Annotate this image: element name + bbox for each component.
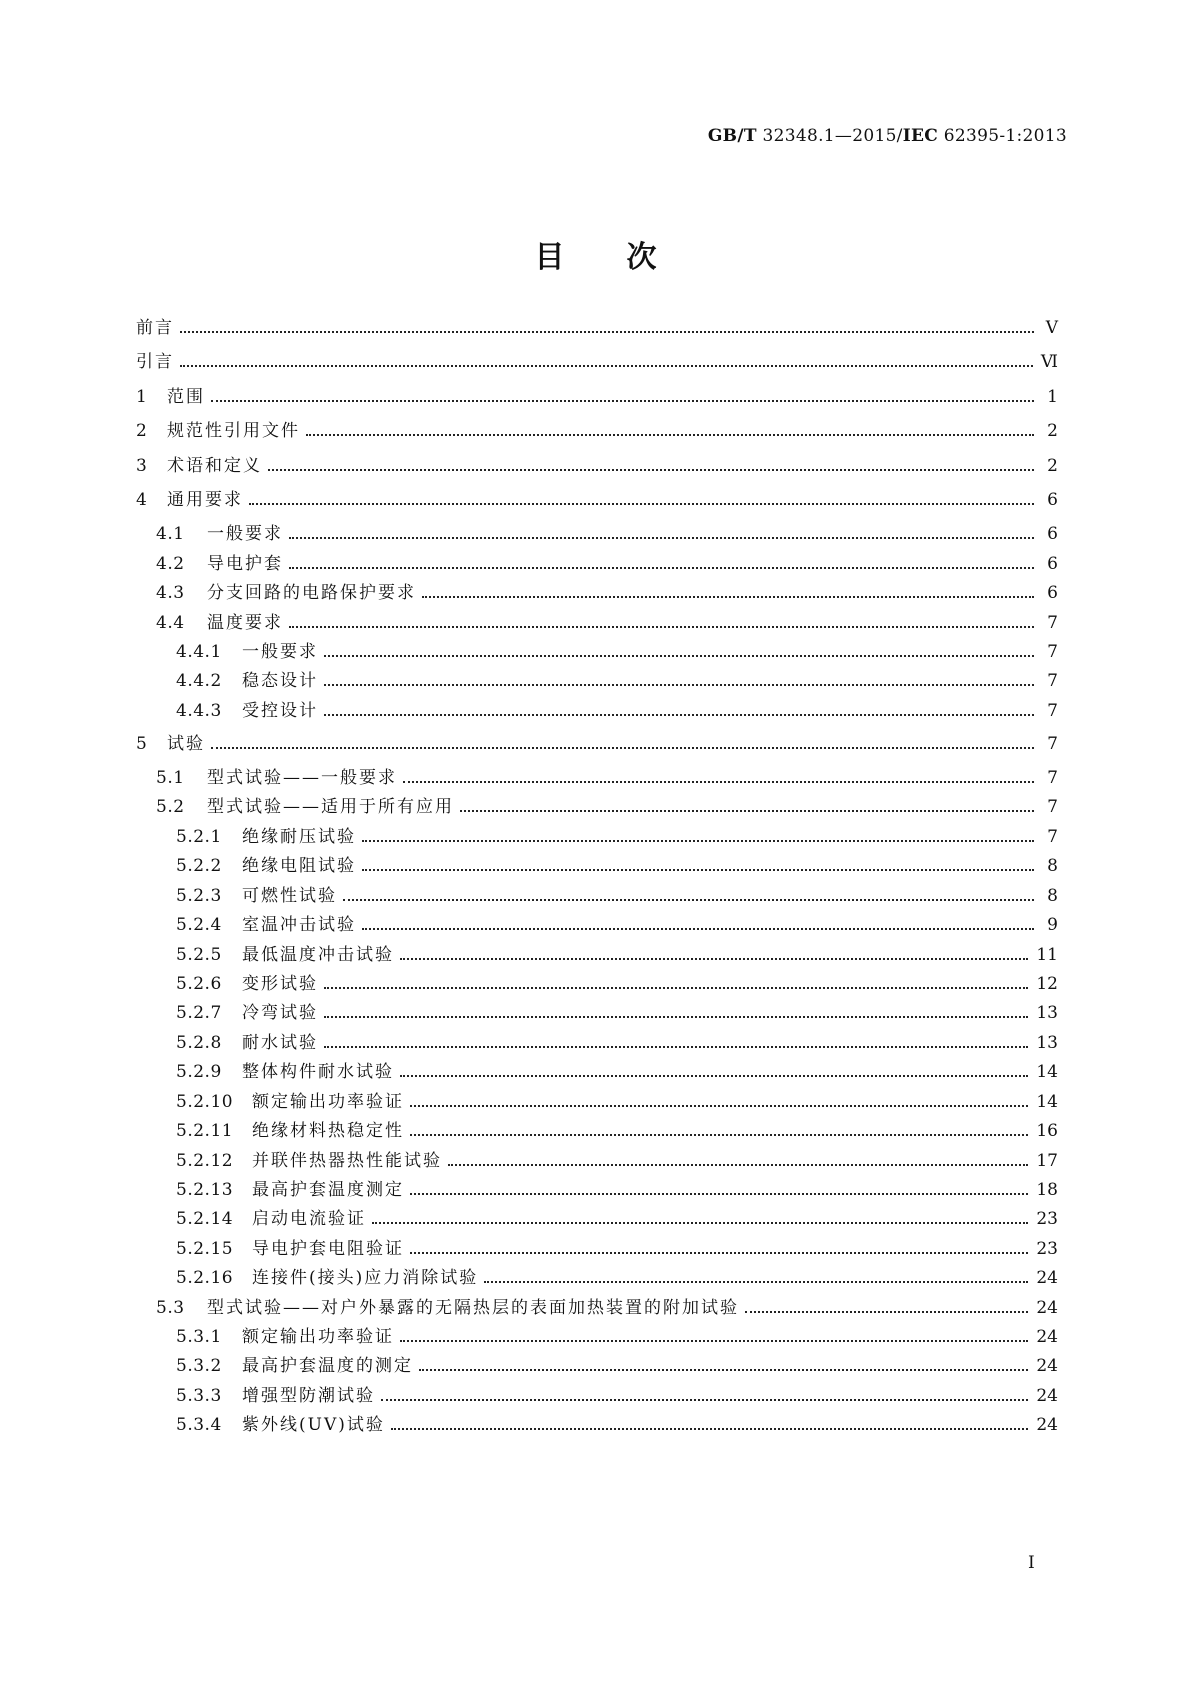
toc-dot-leader xyxy=(400,1075,1028,1077)
toc-entry-label: 变形试验 xyxy=(242,974,318,994)
toc-entry-number: 5.3.4 xyxy=(176,1415,222,1435)
toc-entry[interactable] xyxy=(136,944,1058,966)
toc-entry-page: 11 xyxy=(1036,945,1058,965)
standard-code-iec: IEC xyxy=(902,126,939,146)
toc-entry[interactable] xyxy=(136,670,1058,692)
toc-entry-number: 5.2.1 xyxy=(176,827,222,847)
toc-entry[interactable] xyxy=(136,1179,1058,1201)
toc-entry-label: 最高护套温度测定 xyxy=(252,1180,404,1200)
toc-entry-number: 5.2.12 xyxy=(176,1151,234,1171)
standard-code-gb: GB/T xyxy=(707,126,757,146)
toc-entry-page: 14 xyxy=(1036,1092,1058,1112)
toc-entry[interactable] xyxy=(136,1208,1058,1230)
toc-entry-number: 4.2 xyxy=(156,554,185,574)
toc-entry-page: 24 xyxy=(1036,1298,1058,1318)
toc-entry[interactable] xyxy=(136,1120,1058,1142)
toc-dot-leader xyxy=(289,537,1034,539)
toc-entry[interactable] xyxy=(136,855,1058,877)
toc-entry-page: 6 xyxy=(1047,490,1058,510)
toc-entry-label: 范围 xyxy=(167,387,205,407)
toc-dot-leader xyxy=(400,958,1028,960)
toc-dot-leader xyxy=(484,1281,1028,1283)
toc-dot-leader xyxy=(249,503,1034,505)
toc-entry-label: 连接件(接头)应力消除试验 xyxy=(252,1268,479,1288)
toc-entry-label: 绝缘材料热稳定性 xyxy=(252,1121,404,1141)
toc-dot-leader xyxy=(410,1252,1028,1254)
toc-entry-number: 5.3.3 xyxy=(176,1386,222,1406)
toc-entry-label: 并联伴热器热性能试验 xyxy=(252,1151,442,1171)
toc-dot-leader xyxy=(324,987,1028,989)
toc-entry-label: 额定输出功率验证 xyxy=(252,1092,404,1112)
toc-dot-leader xyxy=(180,365,1033,367)
toc-entry-label: 导电护套 xyxy=(207,554,283,574)
toc-entry-number: 5.3.1 xyxy=(176,1327,222,1347)
toc-entry-number: 4.4.2 xyxy=(176,671,222,691)
toc-entry[interactable] xyxy=(136,1297,1058,1319)
toc-entry-page: 7 xyxy=(1047,701,1058,721)
toc-entry-number: 5.2.10 xyxy=(176,1092,234,1112)
toc-entry[interactable] xyxy=(136,767,1058,789)
toc-dot-leader xyxy=(362,869,1034,871)
toc-dot-leader xyxy=(211,400,1034,402)
toc-entry-label: 导电护套电阻验证 xyxy=(252,1239,404,1259)
toc-entry-number: 5.1 xyxy=(156,768,185,788)
toc-entry-page: 7 xyxy=(1047,613,1058,633)
toc-entry-number: 1 xyxy=(136,387,148,407)
toc-entry[interactable] xyxy=(136,317,1058,339)
toc-dot-leader xyxy=(180,331,1034,333)
toc-entry-number: 5.2.16 xyxy=(176,1268,234,1288)
standard-code-number: 32348.1—2015/ xyxy=(756,126,903,146)
toc-entry-page: 13 xyxy=(1036,1033,1058,1053)
toc-entry-label: 通用要求 xyxy=(167,490,243,510)
toc-entry[interactable] xyxy=(136,796,1058,818)
toc-entry[interactable] xyxy=(136,700,1058,722)
toc-entry-number: 5.2.7 xyxy=(176,1003,222,1023)
toc-entry-label: 一般要求 xyxy=(242,642,318,662)
toc-dot-leader xyxy=(422,596,1034,598)
toc-dot-leader xyxy=(343,899,1034,901)
toc-entry-number: 5.2.9 xyxy=(176,1062,222,1082)
toc-dot-leader xyxy=(460,810,1034,812)
toc-entry-page: 6 xyxy=(1047,554,1058,574)
toc-dot-leader xyxy=(289,626,1034,628)
toc-entry[interactable] xyxy=(136,733,1058,755)
page-number: Ⅰ xyxy=(1028,1553,1035,1573)
standard-code-header xyxy=(708,126,1067,146)
toc-entry[interactable] xyxy=(136,455,1058,477)
toc-entry[interactable] xyxy=(136,351,1058,373)
toc-dot-leader xyxy=(381,1399,1028,1401)
toc-entry-page: 2 xyxy=(1047,456,1058,476)
toc-dot-leader xyxy=(324,1016,1028,1018)
toc-entry-number: 5.2.2 xyxy=(176,856,222,876)
toc-entry-number: 5.3 xyxy=(156,1298,185,1318)
toc-entry[interactable] xyxy=(136,386,1058,408)
toc-dot-leader xyxy=(410,1134,1028,1136)
toc-entry-page: 7 xyxy=(1047,642,1058,662)
toc-dot-leader xyxy=(400,1340,1028,1342)
toc-entry[interactable] xyxy=(136,973,1058,995)
toc-dot-leader xyxy=(419,1369,1028,1371)
toc-entry[interactable] xyxy=(136,420,1058,442)
toc-entry-label: 温度要求 xyxy=(207,613,283,633)
toc-dot-leader xyxy=(745,1311,1028,1313)
toc-entry-label: 增强型防潮试验 xyxy=(242,1386,375,1406)
toc-dot-leader xyxy=(410,1105,1028,1107)
toc-entry-page: 14 xyxy=(1036,1062,1058,1082)
toc-entry[interactable] xyxy=(136,1385,1058,1407)
toc-entry-page: 8 xyxy=(1047,856,1058,876)
toc-entry[interactable] xyxy=(136,1326,1058,1348)
toc-entry-number: 5.2.11 xyxy=(176,1121,234,1141)
toc-entry[interactable] xyxy=(136,582,1058,604)
toc-entry[interactable] xyxy=(136,1150,1058,1172)
toc-entry[interactable] xyxy=(136,1032,1058,1054)
toc-entry-label: 引言 xyxy=(136,352,174,372)
toc-entry-label: 试验 xyxy=(167,734,205,754)
page-title: 目次 xyxy=(534,240,719,275)
toc-entry[interactable] xyxy=(136,489,1058,511)
toc-dot-leader xyxy=(362,840,1034,842)
toc-entry-number: 3 xyxy=(136,456,148,476)
toc-entry-page: 16 xyxy=(1036,1121,1058,1141)
toc-entry-number: 4.4.3 xyxy=(176,701,222,721)
toc-entry[interactable] xyxy=(136,885,1058,907)
toc-dot-leader xyxy=(211,747,1034,749)
toc-entry-label: 绝缘耐压试验 xyxy=(242,827,356,847)
toc-entry-label: 耐水试验 xyxy=(242,1033,318,1053)
toc-dot-leader xyxy=(324,655,1034,657)
toc-dot-leader xyxy=(362,928,1034,930)
toc-entry-number: 5.2.14 xyxy=(176,1209,234,1229)
toc-entry[interactable] xyxy=(136,1238,1058,1260)
toc-entry[interactable] xyxy=(136,826,1058,848)
toc-entry-label: 分支回路的电路保护要求 xyxy=(207,583,416,603)
toc-entry-page: 24 xyxy=(1036,1327,1058,1347)
toc-entry-page: 17 xyxy=(1036,1151,1058,1171)
toc-entry[interactable] xyxy=(136,1002,1058,1024)
toc-entry-page: 7 xyxy=(1047,671,1058,691)
toc-entry-label: 一般要求 xyxy=(207,524,283,544)
toc-entry[interactable] xyxy=(136,1355,1058,1377)
toc-dot-leader xyxy=(324,714,1034,716)
toc-dot-leader xyxy=(306,434,1034,436)
toc-entry-label: 紫外线(UV)试验 xyxy=(242,1415,385,1435)
toc-entry-label: 额定输出功率验证 xyxy=(242,1327,394,1347)
toc-entry-page: 8 xyxy=(1047,886,1058,906)
toc-dot-leader xyxy=(324,1046,1028,1048)
toc-entry-page: 7 xyxy=(1047,768,1058,788)
toc-entry-number: 4.4 xyxy=(156,613,185,633)
toc-entry-label: 稳态设计 xyxy=(242,671,318,691)
toc-entry-number: 2 xyxy=(136,421,148,441)
toc-entry-page: 23 xyxy=(1036,1239,1058,1259)
toc-entry-page: 24 xyxy=(1036,1415,1058,1435)
toc-entry-number: 4.1 xyxy=(156,524,185,544)
toc-entry[interactable] xyxy=(136,523,1058,545)
toc-entry-number: 5.2.15 xyxy=(176,1239,234,1259)
toc-entry-label: 术语和定义 xyxy=(167,456,262,476)
toc-entry-page: 6 xyxy=(1047,583,1058,603)
toc-entry-label: 室温冲击试验 xyxy=(242,915,356,935)
toc-entry-number: 4.3 xyxy=(156,583,185,603)
toc-entry-label: 整体构件耐水试验 xyxy=(242,1062,394,1082)
toc-entry-page: Ⅴ xyxy=(1045,318,1058,338)
toc-entry[interactable] xyxy=(136,553,1058,575)
toc-entry-page: 1 xyxy=(1047,387,1058,407)
toc-dot-leader xyxy=(372,1222,1028,1224)
toc-entry-label: 型式试验——适用于所有应用 xyxy=(207,797,454,817)
toc-dot-leader xyxy=(448,1164,1028,1166)
toc-entry-label: 最低温度冲击试验 xyxy=(242,945,394,965)
toc-entry-number: 5.2.6 xyxy=(176,974,222,994)
toc-entry-page: 24 xyxy=(1036,1356,1058,1376)
toc-dot-leader xyxy=(289,567,1034,569)
toc-dot-leader xyxy=(403,781,1034,783)
toc-entry-label: 受控设计 xyxy=(242,701,318,721)
toc-entry-number: 5.2.4 xyxy=(176,915,222,935)
toc-entry-page: 18 xyxy=(1036,1180,1058,1200)
standard-code-iec-number: 62395-1:2013 xyxy=(938,126,1067,146)
toc-entry-number: 5.2.13 xyxy=(176,1180,234,1200)
toc-entry[interactable] xyxy=(136,1091,1058,1113)
toc-entry-page: 24 xyxy=(1036,1268,1058,1288)
toc-entry-label: 绝缘电阻试验 xyxy=(242,856,356,876)
toc-entry-page: 2 xyxy=(1047,421,1058,441)
toc-entry-page: 12 xyxy=(1036,974,1058,994)
toc-entry-label: 前言 xyxy=(136,318,174,338)
toc-entry-number: 4.4.1 xyxy=(176,642,222,662)
toc-entry-label: 最高护套温度的测定 xyxy=(242,1356,413,1376)
toc-entry-label: 可燃性试验 xyxy=(242,886,337,906)
toc-entry-number: 5.3.2 xyxy=(176,1356,222,1376)
toc-entry-page: 23 xyxy=(1036,1209,1058,1229)
toc-entry-number: 4 xyxy=(136,490,148,510)
toc-entry[interactable] xyxy=(136,914,1058,936)
toc-dot-leader xyxy=(268,469,1034,471)
toc-entry-label: 规范性引用文件 xyxy=(167,421,300,441)
toc-entry-number: 5.2.8 xyxy=(176,1033,222,1053)
toc-entry-page: 24 xyxy=(1036,1386,1058,1406)
toc-entry-page: 13 xyxy=(1036,1003,1058,1023)
toc-entry-number: 5.2.3 xyxy=(176,886,222,906)
toc-entry[interactable] xyxy=(136,1414,1058,1436)
toc-entry-label: 型式试验——一般要求 xyxy=(207,768,397,788)
toc-dot-leader xyxy=(391,1428,1028,1430)
toc-entry-page: 7 xyxy=(1047,734,1058,754)
toc-entry-number: 5.2.5 xyxy=(176,945,222,965)
toc-entry-label: 冷弯试验 xyxy=(242,1003,318,1023)
toc-entry-page: 7 xyxy=(1047,797,1058,817)
toc-dot-leader xyxy=(324,684,1034,686)
toc-entry-page: 9 xyxy=(1047,915,1058,935)
toc-entry-page: 7 xyxy=(1047,827,1058,847)
toc-entry-label: 型式试验——对户外暴露的无隔热层的表面加热装置的附加试验 xyxy=(207,1298,739,1318)
toc-entry-label: 启动电流验证 xyxy=(252,1209,366,1229)
toc-entry[interactable] xyxy=(136,641,1058,663)
toc-entry-page: Ⅵ xyxy=(1040,352,1058,372)
toc-entry[interactable] xyxy=(136,1267,1058,1289)
toc-entry[interactable] xyxy=(136,1061,1058,1083)
toc-entry[interactable] xyxy=(136,612,1058,634)
toc-entry-number: 5 xyxy=(136,734,148,754)
toc-dot-leader xyxy=(410,1193,1028,1195)
toc-entry-page: 6 xyxy=(1047,524,1058,544)
toc-entry-number: 5.2 xyxy=(156,797,185,817)
